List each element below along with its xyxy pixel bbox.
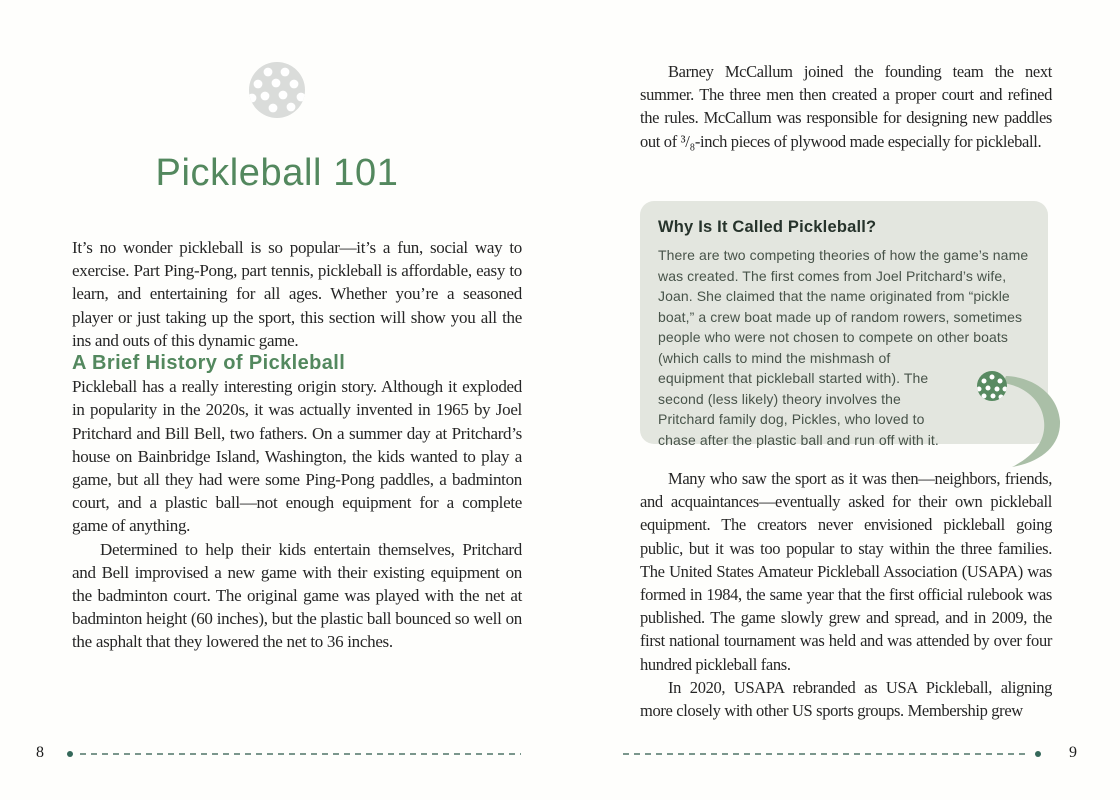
section-heading: A Brief History of Pickleball [72, 352, 346, 375]
pickleball-swoosh-icon [966, 365, 1072, 471]
callout-title: Why Is It Called Pickleball? [658, 218, 877, 236]
body-paragraph: Barney McCallum joined the founding team the next summer. The three men then created a proper court and refined the rules. McCallum was responsible for designing new paddles out of ³/₈-inch pieces of plywood made especially for pickleball. [640, 62, 1052, 151]
body-paragraph: Determined to help their kids entertain themselves, Pritchard and Bell improvised a new game with their existing equipment on the badminton court. The original game was played with the net at badminton height (60 inches), but the plastic ball bounced so well on the asphalt that they lowered the net to 36 inches. [72, 539, 522, 652]
footer-dashes-right [623, 753, 1028, 755]
right-page-top-column [640, 60, 1052, 153]
body-paragraph: Pickleball has a really interesting origin story. Although it exploded in popularity in the 2020s, it was actually invented in 1965 by Joel Pritchard and Bill Bell, two fathers. On a summer day at Pritchard’s house on Bainbridge Island, Washington, the kids wanted to play a game, but all they had were some Ping-Pong paddles, a badminton court, and a plastic ball—not enough equipment for a complete game of anything. [72, 377, 522, 536]
footer-dot-left [67, 751, 73, 757]
body-paragraph: In 2020, USAPA rebranded as USA Pickleball, aligning more closely with other US sports groups. Membership grew [640, 677, 1052, 721]
intro-paragraph: It’s no wonder pickleball is so popular—it’s a fun, social way to exercise. Part Ping-Pong, part tennis, pickleball is affordable, easy to learn, and entertaining for all ages. Whether you’re a seasoned player or just taking up the sport, this section will show you all the ins and outs of this dynamic game. [72, 238, 522, 350]
body-paragraph: Many who saw the sport as it was then—neighbors, friends, and acquaintances—eventually asked for their own pickleball equipment. The creators never envisioned pickleball going public, but it was too popular to stay within the three families. The United States Amateur Pickleball Association (USAPA) was formed in 1984, the same year that the first official rulebook was published. The game slowly grew and spread, and in 2009, the first national tournament was held and was attended by over four hundred pickleball fans. [640, 469, 1052, 674]
footer-dashes-left [80, 753, 521, 755]
page-number-right: 9 [1069, 744, 1077, 761]
footer-dot-right [1035, 751, 1041, 757]
callout-box [640, 201, 1048, 448]
pickleball-icon [248, 61, 306, 119]
footer-rule-left [67, 750, 521, 757]
page-title: Pickleball 101 [155, 152, 399, 194]
footer-rule-right [623, 750, 1041, 757]
right-page-bottom-column [640, 467, 1052, 722]
callout-body-text: There are two competing theories of how the game’s name was created. The first comes from Joel Pritchard’s wife, Joan. She claimed that the name originated from “pickle boat,” a crew boat made up of random rowers, sometimes people who were not chosen to compete on other boats (which calls to mind the mishmash of equipment that pickleball started with). The second (less likely) theory involves the Pritchard family dog, Pickles, who loved to chase after the plastic ball and run off with it. [658, 247, 1029, 448]
page-number-left: 8 [36, 744, 44, 761]
left-page-column [72, 236, 522, 654]
